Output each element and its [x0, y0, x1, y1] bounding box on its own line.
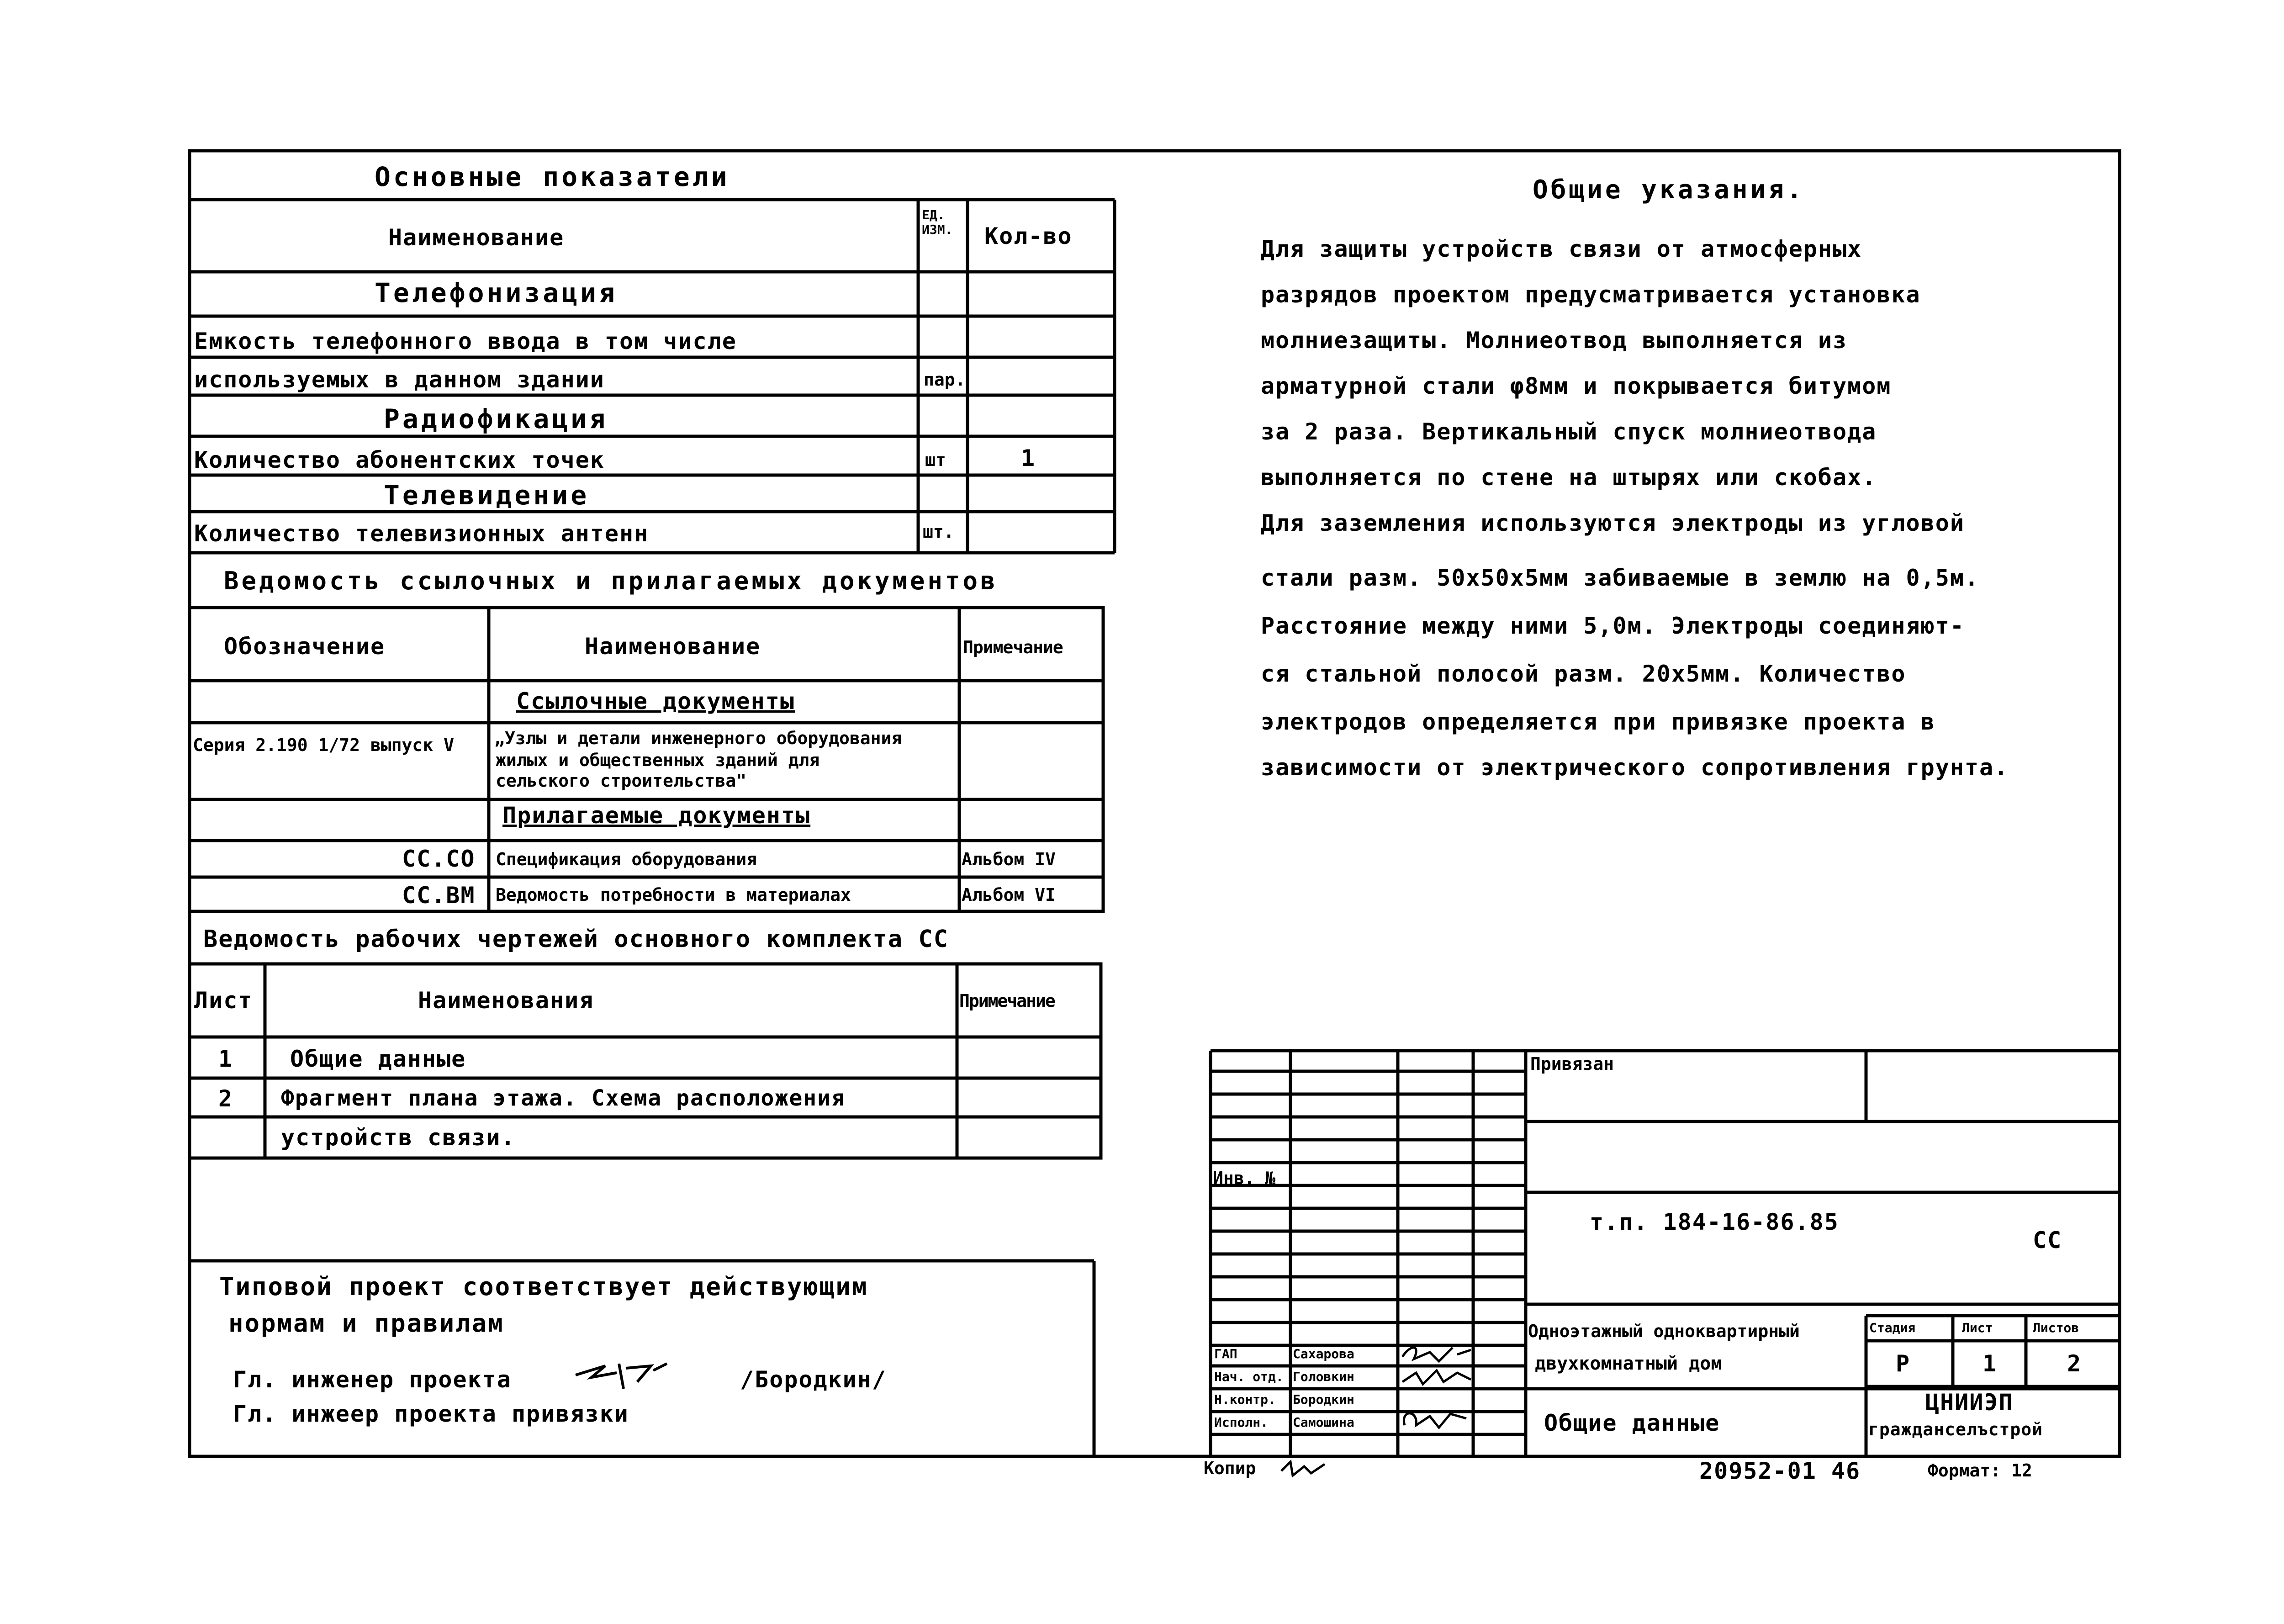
notes-line: арматурной стали φ8мм и покрывается битумом: [1261, 373, 1892, 399]
organization-line2: гражданселъстрой: [1868, 1419, 2043, 1439]
drawings-header-sheet: Лист: [194, 987, 253, 1014]
format-label: Формат: 12: [1928, 1460, 2032, 1481]
indicator-row-name: Количество абонентских точек: [194, 447, 605, 473]
section-code: СС: [2033, 1227, 2062, 1254]
documents-header-designation: Обозначение: [224, 633, 386, 660]
drawings-title: Ведомость рабочих чертежей основного комплекта СС: [203, 926, 949, 953]
notes-line: зависимости от электрического сопротивления грунта.: [1261, 754, 2009, 781]
indicators-header-qty: Кол-во: [984, 223, 1073, 249]
documents-header-name: Наименование: [585, 633, 761, 660]
privyazan-label: Привязан: [1530, 1054, 1614, 1074]
notes-line: Для защиты устройств связи от атмосферных: [1261, 236, 1862, 262]
drawings-header-note: Примечание: [959, 991, 1055, 1011]
building-name-line1: Одноэтажный одноквартирный: [1528, 1321, 1800, 1341]
binding-engineer-label: Гл. инжеер проекта привязки: [233, 1401, 629, 1427]
indicator-row-unit: шт: [925, 450, 946, 470]
chief-engineer-name: /Бородкин/: [740, 1366, 887, 1393]
notes-line: за 2 раза. Вертикальный спуск молниеотвода: [1261, 418, 1877, 445]
inventory-number-label: Инв. №: [1213, 1168, 1276, 1188]
stage-value: Р: [1896, 1350, 1911, 1377]
notes-title: Общие указания.: [1533, 175, 1805, 205]
section-title-radio: Радиофикация: [384, 403, 608, 434]
project-code: т.п. 184-16-86.85: [1590, 1209, 1839, 1235]
sheets-label: Листов: [2033, 1320, 2079, 1335]
sheet-value: 1: [1983, 1350, 1998, 1377]
stage-label: Стадия: [1869, 1320, 1916, 1335]
copied-signature: [1279, 1457, 1329, 1480]
notes-line: разрядов проектом предусматривается установка: [1261, 281, 1921, 308]
indicator-row-unit: шт.: [923, 522, 954, 542]
section-title-tv: Телевидение: [384, 480, 590, 511]
staff-role: Н.контр.: [1214, 1392, 1276, 1407]
sheet-label: Лист: [1962, 1320, 1993, 1335]
compliance-line2: нормам и правилам: [228, 1309, 504, 1338]
notes-line: выполняется по стене на штырях или скобах.: [1261, 464, 1877, 491]
staff-signatures: [1398, 1341, 1475, 1437]
drawings-header-name: Наименования: [418, 987, 594, 1014]
attached-doc-note: Альбом VI: [962, 885, 1056, 905]
attached-doc-designation: СС.ВМ: [402, 882, 476, 909]
attached-doc-designation: СС.СО: [402, 846, 476, 872]
attached-doc-note: Альбом IV: [962, 849, 1056, 869]
indicators-title: Основные показатели: [375, 161, 730, 192]
staff-role: Исполн.: [1214, 1415, 1269, 1430]
drawing-row-sheet: 2: [218, 1085, 233, 1112]
chief-engineer-label: Гл. инженер проекта: [233, 1366, 512, 1393]
indicators-header-unit: ЕД. ИЗМ.: [922, 207, 953, 238]
sheets-value: 2: [2067, 1350, 2082, 1377]
indicator-row-qty: 1: [1021, 445, 1036, 471]
ref-doc-name-line2: жилых и общественных зданий для: [496, 750, 820, 770]
notes-line: ся стальной полосой разм. 20х5мм. Количество: [1261, 661, 1906, 687]
attached-docs-title: Прилагаемые документы: [502, 802, 811, 829]
copied-label: Копир: [1204, 1458, 1256, 1478]
archive-number: 20952-01 46: [1699, 1458, 1861, 1484]
ref-doc-name-line3: сельского строительства": [496, 771, 747, 791]
notes-line: Расстояние между ними 5,0м. Электроды соединяют-: [1261, 613, 1965, 639]
notes-line: электродов определяется при привязке проекта в: [1261, 709, 1935, 735]
indicator-row-name: используемых в данном здании: [194, 366, 605, 393]
staff-name: Бородкин: [1293, 1392, 1354, 1407]
ref-doc-designation: Серия 2.190 1/72 выпуск V: [193, 735, 454, 755]
staff-name: Сахарова: [1293, 1346, 1354, 1361]
ref-docs-title: Ссылочные документы: [516, 688, 795, 714]
drawing-row-name: устройств связи.: [281, 1124, 516, 1151]
organization-line1: ЦНИИЭП: [1925, 1389, 2014, 1416]
documents-title: Ведомость ссылочных и прилагаемых документов: [224, 566, 998, 595]
staff-name: Самошина: [1293, 1415, 1354, 1430]
notes-line: молниезащиты. Молниеотвод выполняется из: [1261, 327, 1848, 354]
chief-engineer-signature: [573, 1357, 669, 1393]
compliance-line1: Типовой проект соответствует действующим: [219, 1272, 868, 1301]
staff-name: Головкин: [1293, 1369, 1354, 1384]
notes-line: Для заземления используются электроды из угловой: [1261, 510, 1965, 536]
ref-doc-name-line1: „Узлы и детали инженерного оборудования: [494, 728, 902, 748]
documents-header-note: Примечание: [963, 637, 1063, 657]
attached-doc-name: Ведомость потребности в материалах: [496, 885, 851, 905]
sheet-title: Общие данные: [1544, 1410, 1720, 1436]
notes-line: стали разм. 50х50х5мм забиваемые в землю на 0,5м.: [1261, 565, 1980, 591]
drawing-row-name: Фрагмент плана этажа. Схема расположения: [281, 1085, 846, 1111]
indicators-header-name: Наименование: [388, 224, 565, 251]
drawing-row-sheet: 1: [218, 1046, 233, 1072]
attached-doc-name: Спецификация оборудования: [496, 849, 757, 869]
drawing-row-name: Общие данные: [290, 1046, 466, 1072]
indicator-row-unit: пар.: [924, 370, 966, 390]
indicator-row-name: Количество телевизионных антенн: [194, 520, 649, 547]
building-name-line2: двухкомнатный дом: [1535, 1353, 1722, 1374]
staff-role: Нач. отд.: [1214, 1369, 1284, 1384]
staff-role: ГАП: [1214, 1346, 1237, 1361]
indicator-row-name: Емкость телефонного ввода в том числе: [194, 328, 737, 354]
section-title-telephony: Телефонизация: [375, 277, 618, 308]
